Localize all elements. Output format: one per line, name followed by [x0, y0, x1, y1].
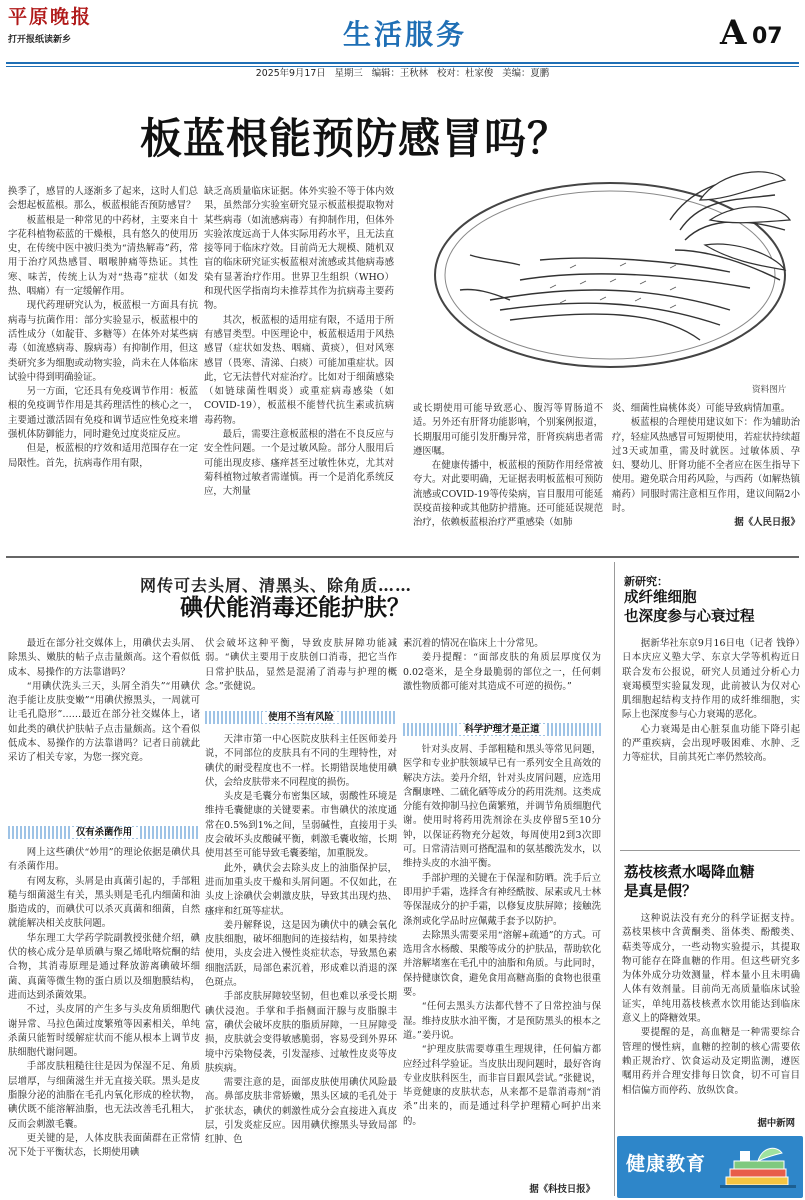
sidebar-divider [614, 562, 615, 1196]
paragraph: 伏会破坏这种平衡，导致皮肤屏障功能减弱。“碘伏主要用于皮肤创口消毒，把它当作日常护肤品，显然是混淆了消毒与护理的概念。”张健说。 [205, 638, 397, 692]
paragraph: 姜丹提醒：“面部皮肤的角质层厚度仅为0.02毫米，是全身最脆弱的部位之一，任何刺激性物质都可能对其造成不可逆的损伤。” [403, 652, 601, 692]
paragraph: 需要注意的是，面部皮肤使用碘伏风险最高。鼻部皮肤非常娇嫩，黑头区域的毛孔处于扩张状态，碘伏的刺激性成分会直接进入真皮层，引发炎症反应。因用碘伏擦黑头导致局部红肿、色 [205, 1077, 397, 1146]
paragraph: “护理皮肤需要尊重生理规律，任何偏方都应经过科学验证。当皮肤出现问题时，最好咨询专业皮肤科医生，而非盲目跟风尝试。”张健说，毕竟健康的皮肤状态，从来都不是靠消毒剂“消杀”出来的，而是通过科学护理精心呵护出来的。 [403, 1044, 601, 1127]
paragraph: 或长期使用可能导致恶心、腹泻等胃肠道不适。另外还有肝肾功能影响，个别案例报道，长期服用可能引发肝酶异常，肝肾疾病患者需遵医嘱。 [413, 403, 603, 457]
issue-meta [200, 67, 605, 81]
issue-date: 2025年9月17日 [255, 68, 326, 79]
subhead-scientific-care: 科学护理才是正道 [403, 723, 601, 736]
article1-column-4 [612, 402, 800, 550]
paragraph: 头皮是毛囊分布密集区域，弱酸性环境是维持毛囊健康的关键要素。市售碘伏的浓度通常在0.5%到1%之间，呈弱碱性，直接用于头皮会破坏头皮酸碱平衡，刺激毛囊收缩，长期使用甚至可能导致毛囊萎缩，加重脱发。 [205, 791, 397, 860]
article1-column-2 [204, 185, 394, 545]
paragraph: 但是，板蓝根的疗效和适用范围存在一定局限性。首先，抗病毒作用有限， [8, 443, 198, 469]
article2-column-3a [403, 637, 601, 709]
paragraph: 换季了，感冒的人逐渐多了起来，这时人们总会想起板蓝根。那么，板蓝根能否预防感冒？ [8, 186, 198, 212]
page-number: 07 [752, 24, 783, 49]
paragraph: 最后，需要注意板蓝根的潜在不良反应与安全性问题。一个是过敏风险。部分人服用后可能出现皮疹、瘙痒甚至过敏性休克，尤其对菊科植物过敏者需谨慎。再一个是消化系统反应，大剂量 [204, 429, 394, 498]
paragraph: 华东理工大学药学院副教授张健介绍，碘伏的核心成分是单质碘与聚乙烯吡咯烷酮的结合物，其消毒原理是通过释放游离碘破坏细菌、真菌等微生物的蛋白质以及细胞膜结构，进而达到杀菌效果。 [8, 932, 200, 1001]
paragraph: 要提醒的是，高血糖是一种需要综合管理的慢性病，血糖的控制的核心需要依赖正规治疗、饮食运动及定期监测，遵医嘱用药并合理安排每日饮食，切不可盲目相信偏方而停药、放纵饮食。 [622, 1027, 800, 1096]
article2-column-2b [205, 733, 397, 1196]
editor: 编辑：王秋林 [371, 68, 429, 79]
article2-title: 碘伏能消毒还能护肤？ [180, 595, 410, 621]
paragraph: 不过，头皮屑的产生多与头皮角质细胞代谢异常、马拉色菌过度繁殖等因素相关，单纯杀菌只能暂时缓解症状而不能从根本上调节皮肤细胞代谢问题。 [8, 1004, 200, 1059]
article2-column-3b [403, 743, 601, 1183]
paragraph: 更关键的是，人体皮肤表面菌群在正常情况下处于平衡状态，长期使用碘 [8, 1132, 200, 1159]
section-divider [6, 556, 799, 558]
subhead-only-sterilize: 仅有杀菌作用 [8, 826, 200, 839]
paragraph: 其次，板蓝根的适用症有限，不适用于所有感冒类型。中医理论中，板蓝根适用于风热感冒（症状如发热、咽痛、黄痰），但对风寒感冒（畏寒、清涕、白痰）可能加重症状。因此，它无法替代对症治疗。比如对于细菌感染（如链球菌性咽炎）或重症病毒感染（如COVID-19），板蓝根不能替代抗生素或抗病毒药物。 [204, 314, 394, 426]
paragraph: 去除黑头需要采用“溶解+疏通”的方式。可选用含水杨酸、果酸等成分的护肤品，帮助软化并溶解堵塞在毛孔中的油脂和角质。与此同时，保持健康饮食，避免食用高糖高脂的食物也很重要。 [403, 929, 601, 999]
proofreader: 校对：杜家俊 [437, 68, 494, 79]
article2-column-1b [8, 846, 200, 1196]
paragraph: 网上这些碘伏“妙用”的理论依据是碘伏具有杀菌作用。 [8, 847, 200, 873]
paragraph: 板蓝根是一种常见的中药材，主要来自十字花科植物菘蓝的干燥根，具有悠久的使用历史，在传统中医中被归类为“清热解毒”药，常用于治疗风热感冒、咽喉肿痛等热证。其性寒、味苦，传统上认为对“热毒”症状（如发热、咽痛）有一定缓解作用。 [8, 214, 198, 298]
paragraph: 姜丹解释说，这是因为碘伏中的碘会氧化皮肤细胞，破坏细胞间的连接结构，如果持续使用，头皮会进入慢性炎症状态，导致黑色素细胞活跃，局部色素沉着，形成难以消退的深色斑点。 [205, 919, 397, 989]
article2-source: 据《科技日报》 [529, 1184, 595, 1195]
paragraph: 手部皮肤屏障较坚韧，但也难以承受长期碘伏浸泡。手掌和手指侧面汗腺与皮脂腺丰富，碘伏会破坏皮肤的脂质屏障，一旦屏障受损，皮肤就会变得敏感脆弱，容易受到外界环境中污染物侵袭，引发湿疹、过敏性皮炎等皮肤疾病。 [205, 991, 397, 1074]
paragraph: 缺乏高质量临床证据。体外实验不等于体内效果，虽然部分实验室研究显示板蓝根提取物对某些病毒（如流感病毒）有抑制作用，但体外实验浓度远高于人体实际用药水平，且无法直接等同于临床疗效。目前尚无大规模、随机双盲的临床研究证实板蓝根对流感或其他病毒感染有显著治疗作用。世界卫生组织（WHO）和现代医学指南均未推荐其作为抗病毒主要药物。 [204, 186, 394, 312]
article1-column-3 [413, 402, 603, 550]
article1-source: 据《人民日报》 [734, 517, 800, 529]
sidebar1-kicker: 新研究： [624, 575, 668, 588]
paragraph: 手部皮肤粗糙往往是因为保湿不足、角质层增厚，与细菌滋生并无直接关联。黑头是皮脂腺分泌的油脂在毛孔内氧化形成的栓状物，碘伏既不能溶解油脂，也无法改善毛孔粗大，反而会刺激毛囊。 [8, 1061, 200, 1130]
paragraph: 有网友称，头屑是由真菌引起的，手部粗糙与细菌滋生有关，黑头则是毛孔内细菌和油脂造成的，而碘伏可以杀灭真菌和细菌，自然就能解决相关皮肤问题。 [8, 875, 200, 930]
article2-column-1a [8, 637, 200, 811]
article2-kicker: 网传可去头屑、清黑头、除角质…… [140, 576, 413, 595]
sidebar2-title-line2: 是真是假？ [624, 883, 697, 900]
article2-column-2a [205, 637, 397, 697]
sidebar-rule [620, 850, 800, 851]
header-rule [6, 62, 799, 64]
sidebar1-title-line1: 成纤维细胞 [624, 590, 697, 606]
paragraph: 最近在部分社交媒体上，用碘伏去头屑、除黑头、嫩肤的帖子点击量颇高。这个看似低成本、易操作的方法靠谱吗？ [8, 638, 200, 678]
sidebar1-body [622, 637, 800, 837]
designer: 美编：夏鹏 [502, 68, 550, 79]
sidebar1-title-line2: 也深度参与心衰过程 [624, 608, 755, 625]
sidebar1-title [624, 589, 799, 627]
paragraph: 这种说法没有充分的科学证据支持。荔枝果核中含黄酮类、甾体类、酚酸类、萜类等成分，一些动物实验提示，其提取物可能存在降血糖的作用。但这些研究多为体外成分功效测量，样本量小且未明确人体有效剂量。目前尚无高质量临床试验证实，单纯用荔枝核煮水饮用能达到临床意义上的降糖效果。 [622, 913, 800, 1025]
paragraph: 手部护理的关键在于保湿和防晒。洗手后立即用护手霜，选择含有神经酰胺、尿素或凡士林等保湿成分的护手霜，以修复皮肤屏障；接触洗涤剂或化学品时应佩戴手套予以防护。 [403, 872, 601, 927]
article1-title: 板蓝根能预防感冒吗？ [140, 114, 571, 163]
paragraph: 板蓝根的合理使用建议如下：作为辅助治疗，轻症风热感冒可短期使用，若症状持续超过3天或加重，需及时就医。过敏体质、孕妇、婴幼儿、肝肾功能不全者应在医生指导下使用。避免联合用药风险，与西药（如解热镇痛药）同服时需注意相互作用，建议间隔2小时。 [612, 417, 800, 515]
books-icon [720, 1143, 796, 1193]
paragraph: 此外，碘伏会去除头皮上的油脂保护层，进而加重头皮干燥和头屑问题。不仅如此，在头皮上涂碘伏会刺激皮肤，导致其出现灼热、瘙痒和红斑等症状。 [205, 862, 397, 917]
paragraph: 炎、细菌性扁桃体炎）可能导致病情加重。 [612, 403, 791, 414]
isatis-root-illustration [430, 160, 800, 385]
issue-weekday: 星期三 [334, 68, 363, 79]
paragraph: 现代药理研究认为，板蓝根一方面具有抗病毒与抗菌作用：部分实验显示，板蓝根中的活性成分（如靛苷、多糖等）在体外对某些病毒（如流感病毒、腺病毒）有抑制作用，但这类研究多为细胞或动物实验，尚未在人体临床试验中得到明确验证。 [8, 300, 198, 383]
section-title: 生活服务 [342, 18, 467, 51]
paragraph: “任何去黑头方法都代替不了日常控油与保湿。维持皮肤水油平衡，才是预防黑头的根本之道。”姜丹说。 [403, 1001, 601, 1041]
masthead-logo: 平原晚报 [8, 6, 93, 28]
paragraph: 据新华社东京9月16日电（记者 钱铮）日本庆应义塾大学、东京大学等机构近日联合发布公报说，研究人员通过分析心力衰竭模型实验鼠发现，此前被认为仅对心肌细胞起结构支持作用的成纤维细胞，实际上也深度参与心力衰竭的恶化。 [622, 638, 800, 721]
paragraph: “用碘伏洗头三天，头屑全消失”“用碘伏泡手能让皮肤变嫩”“用碘伏擦黑头，一周就可让毛孔隐形”……最近在部分社交媒体上，诸如此类的碘伏护肤帖子点击量颇高。这个看似低成本、易操作的方法靠谱吗？记者日前就此采访了相关专家，为您一探究竟。 [8, 680, 200, 764]
sidebar2-title [624, 864, 799, 902]
article1-column-1 [8, 185, 198, 545]
masthead-slogan: 打开报纸读新乡 [8, 35, 72, 45]
health-education-label: 健康教育 [626, 1153, 707, 1175]
paragraph: 在健康传播中，板蓝根的预防作用经常被夸大。对此要明确，无证据表明板蓝根可预防流感或COVID-19等传染病，盲目服用可能延误疫苗接种或其他防护措施。还可能延误规范治疗，依赖板蓝根治疗严重感染（如肺 [413, 460, 603, 529]
paragraph: 天津市第一中心医院皮肤科主任医师姜丹说，不同部位的皮肤具有不同的生理特性，对碘伏的耐受程度也不一样。长期错误地使用碘伏，会给皮肤带来不同程度的损伤。 [205, 734, 397, 788]
subhead-misuse-risk: 使用不当有风险 [205, 711, 397, 724]
paragraph: 针对头皮屑、手部粗糙和黑头等常见问题，医学和专业护肤领域早已有一系列安全且高效的解决方法。姜丹介绍，针对头皮屑问题，应选用含酮康唑、二硫化硒等成分的药用洗剂。这类成分能有效抑制马拉色菌繁殖，并调节角质细胞代谢。使用时将药用洗剂涂在头皮停留5至10分钟，以保证药物充分起效，每周使用2到3次即可。日常清洁则可搭配温和的氨基酸洗发水，以维持头皮的水油平衡。 [403, 744, 601, 870]
sidebar2-body [622, 912, 800, 1117]
sidebar2-source: 据中新网 [757, 1118, 795, 1129]
sidebar2-title-line1: 荔枝核煮水喝降血糖 [624, 865, 755, 881]
image-credit: 资料图片 [752, 385, 787, 395]
paragraph: 另一方面，它还具有免疫调节作用：板蓝根的免疫调节作用是其药理活性的核心之一，主要通过激活固有免疫和调节适应性免疫来增强机体防御能力，同时避免过度炎症反应。 [8, 386, 198, 441]
paragraph: 心力衰竭是由心脏泵血功能下降引起的严重疾病，会出现呼吸困难、水肿、乏力等症状，目前其死亡率仍然较高。 [622, 723, 800, 764]
paragraph: 素沉着的情况在临床上十分常见。 [403, 638, 544, 649]
page-letter: A [720, 13, 747, 53]
